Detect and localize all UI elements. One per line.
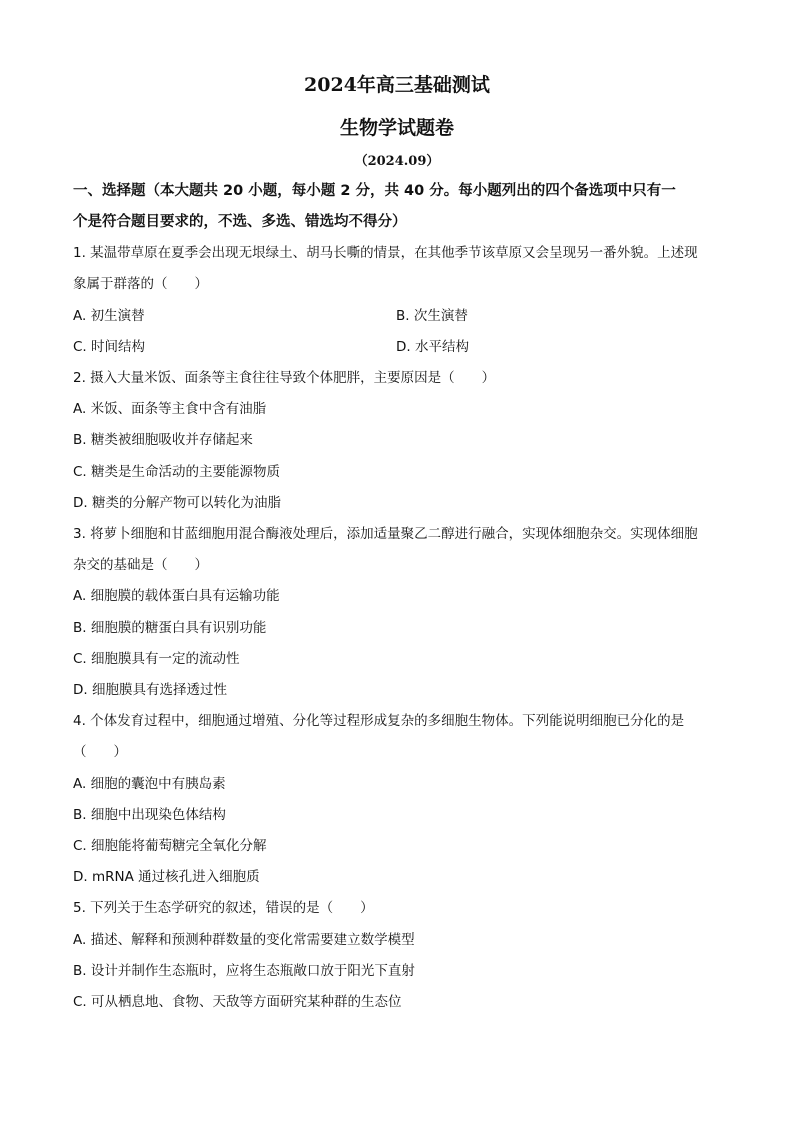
question-2-option-b: B. 糖类被细胞吸收并存储起来 (73, 432, 253, 448)
question-3-option-b: B. 细胞膜的糖蛋白具有识别功能 (73, 620, 267, 636)
question-5-option-b: B. 设计并制作生态瓶时，应将生态瓶敞口放于阳光下直射 (73, 963, 415, 979)
question-2-stem: 2. 摄入大量米饭、面条等主食往往导致个体肥胖，主要原因是（ ） (73, 370, 496, 386)
section-heading-line: 个是符合题目要求的，不选、多选、错选均不得分） (73, 214, 407, 230)
question-4-option-c: C. 细胞能将葡萄糖完全氧化分解 (73, 838, 267, 854)
question-2-option-a: A. 米饭、面条等主食中含有油脂 (73, 401, 267, 417)
question-4-option-d: D. mRNA 通过核孔进入细胞质 (73, 869, 260, 885)
question-3-option-a: A. 细胞膜的载体蛋白具有运输功能 (73, 588, 280, 604)
question-1-option-d: D. 水平结构 (396, 339, 469, 355)
question-5-stem: 5. 下列关于生态学研究的叙述，错误的是（ ） (73, 900, 374, 916)
question-3-option-c: C. 细胞膜具有一定的流动性 (73, 651, 240, 667)
question-4-stem: （ ） (73, 744, 127, 760)
question-1-option-a: A. 初生演替 (73, 308, 145, 324)
section-heading-line: 一、选择题（本大题共 20 小题，每小题 2 分，共 40 分。每小题列出的四个备选项中只有一 (73, 183, 676, 199)
question-2-option-d: D. 糖类的分解产物可以转化为油脂 (73, 495, 281, 511)
question-1-stem: 象属于群落的（ ） (73, 276, 208, 292)
exam-title: 2024年高三基础测试 (304, 74, 490, 96)
question-4-option-a: A. 细胞的囊泡中有胰岛素 (73, 776, 226, 792)
question-3-option-d: D. 细胞膜具有选择透过性 (73, 682, 227, 698)
question-3-stem: 3. 将萝卜细胞和甘蓝细胞用混合酶液处理后，添加适量聚乙二醇进行融合，实现体细胞杂交。实现体细胞 (73, 526, 698, 542)
question-4-stem: 4. 个体发育过程中，细胞通过增殖、分化等过程形成复杂的多细胞生物体。下列能说明细胞已分化的是 (73, 713, 685, 729)
question-5-option-c: C. 可从栖息地、食物、天敌等方面研究某种群的生态位 (73, 994, 402, 1010)
question-1-option-c: C. 时间结构 (73, 339, 146, 355)
exam-date: （2024.09） (354, 154, 440, 169)
section-heading (73, 176, 723, 238)
question-3-stem: 杂交的基础是（ ） (73, 557, 208, 573)
question-1-stem: 1. 某温带草原在夏季会出现无垠绿土、胡马长嘶的情景，在其他季节该草原又会呈现另一番外貌。上述现 (73, 245, 698, 261)
question-2-option-c: C. 糖类是生命活动的主要能源物质 (73, 464, 281, 480)
question-4-option-b: B. 细胞中出现染色体结构 (73, 807, 226, 823)
exam-subtitle: 生物学试题卷 (339, 117, 454, 139)
question-1-option-b: B. 次生演替 (396, 308, 468, 324)
question-5-option-a: A. 描述、解释和预测种群数量的变化常需要建立数学模型 (73, 932, 415, 948)
